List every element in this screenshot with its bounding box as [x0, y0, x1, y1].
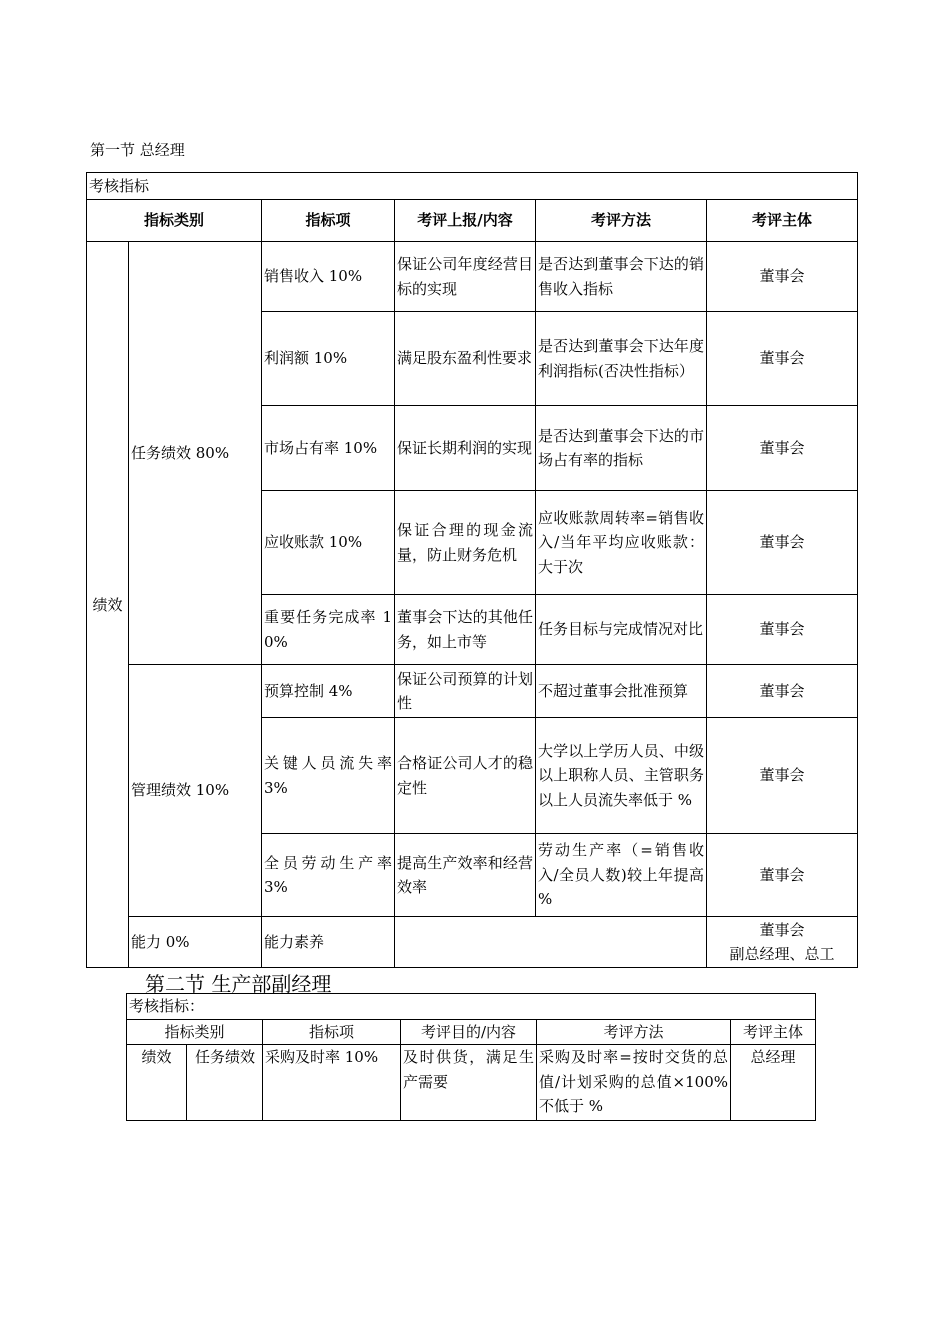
table-row	[87, 242, 858, 312]
header-content: 考评目的/内容	[401, 1019, 537, 1045]
item-cell: 采购及时率 10%	[263, 1045, 401, 1121]
content-cell: 合格证公司人才的稳定性	[395, 718, 536, 834]
general-manager-kpi-table	[86, 172, 858, 968]
category-cell: 绩效	[127, 1045, 187, 1121]
item-cell: 能力素养	[262, 917, 395, 968]
content-cell: 及时供货，满足生产需要	[401, 1045, 537, 1121]
table-row	[87, 665, 858, 718]
content-cell: 董事会下达的其他任务，如上市等	[395, 595, 536, 665]
header-method: 考评方法	[536, 200, 707, 242]
content-cell: 满足股东盈利性要求	[395, 312, 536, 406]
item-cell: 销售收入 10%	[262, 242, 395, 312]
item-cell: 全员劳动生产率 3%	[262, 834, 395, 917]
group-mgmt: 管理绩效 10%	[129, 665, 262, 917]
subject-cell: 总经理	[731, 1045, 816, 1121]
table-caption: 考核指标：	[127, 994, 816, 1020]
group-cell: 任务绩效	[187, 1045, 263, 1121]
header-item: 指标项	[263, 1019, 401, 1045]
item-cell: 预算控制 4%	[262, 665, 395, 718]
header-content: 考评上报/内容	[395, 200, 536, 242]
method-cell: 任务目标与完成情况对比	[536, 595, 707, 665]
method-cell: 采购及时率=按时交货的总值/计划采购的总值×100%不低于 %	[537, 1045, 731, 1121]
subject-cell: 董事会	[707, 834, 858, 917]
header-method: 考评方法	[537, 1019, 731, 1045]
production-deputy-kpi-table	[126, 993, 816, 1121]
method-cell: 劳动生产率（=销售收入/全员人数)较上年提高 %	[536, 834, 707, 917]
subject-cell: 董事会	[707, 406, 858, 491]
subject-cell	[707, 917, 858, 968]
content-cell: 保证公司年度经营目标的实现	[395, 242, 536, 312]
table-row	[87, 917, 858, 968]
content-cell: 保证公司预算的计划性	[395, 665, 536, 718]
method-cell: 大学以上学历人员、中级以上职称人员、主管职务以上人员流失率低于 %	[536, 718, 707, 834]
content-cell: 提高生产效率和经营效率	[395, 834, 536, 917]
category-performance: 绩效	[87, 242, 129, 968]
table-row	[127, 1045, 816, 1121]
header-subject: 考评主体	[707, 200, 858, 242]
section2-title: 第二节 生产部副经理	[145, 972, 332, 996]
content-cell: 保证合理的现金流量，防止财务危机	[395, 491, 536, 595]
subject-cell: 董事会	[707, 242, 858, 312]
item-cell: 应收账款 10%	[262, 491, 395, 595]
item-cell: 利润额 10%	[262, 312, 395, 406]
header-category: 指标类别	[127, 1019, 263, 1045]
group-task: 任务绩效 80%	[129, 242, 262, 665]
content-cell: 保证长期利润的实现	[395, 406, 536, 491]
subject-cell: 董事会	[707, 312, 858, 406]
group-ability: 能力 0%	[129, 917, 262, 968]
method-cell: 不超过董事会批准预算	[536, 665, 707, 718]
item-cell: 市场占有率 10%	[262, 406, 395, 491]
header-category: 指标类别	[87, 200, 262, 242]
empty-cell	[395, 917, 707, 968]
subject-cell: 董事会	[707, 491, 858, 595]
section1-title: 第一节 总经理	[90, 141, 185, 159]
header-item: 指标项	[262, 200, 395, 242]
subject-line-1: 董事会	[759, 920, 805, 939]
subject-cell: 董事会	[707, 665, 858, 718]
table-caption: 考核指标	[87, 173, 858, 200]
method-cell: 应收账款周转率=销售收入/当年平均应收账款：大于次	[536, 491, 707, 595]
method-cell: 是否达到董事会下达的市场占有率的指标	[536, 406, 707, 491]
method-cell: 是否达到董事会下达的销售收入指标	[536, 242, 707, 312]
subject-cell: 董事会	[707, 595, 858, 665]
subject-cell: 董事会	[707, 718, 858, 834]
item-cell: 重要任务完成率 10%	[262, 595, 395, 665]
item-cell: 关键人员流失率 3%	[262, 718, 395, 834]
header-subject: 考评主体	[731, 1019, 816, 1045]
method-cell: 是否达到董事会下达年度利润指标(否决性指标）	[536, 312, 707, 406]
subject-line-2: 副总经理、总工	[729, 945, 835, 963]
